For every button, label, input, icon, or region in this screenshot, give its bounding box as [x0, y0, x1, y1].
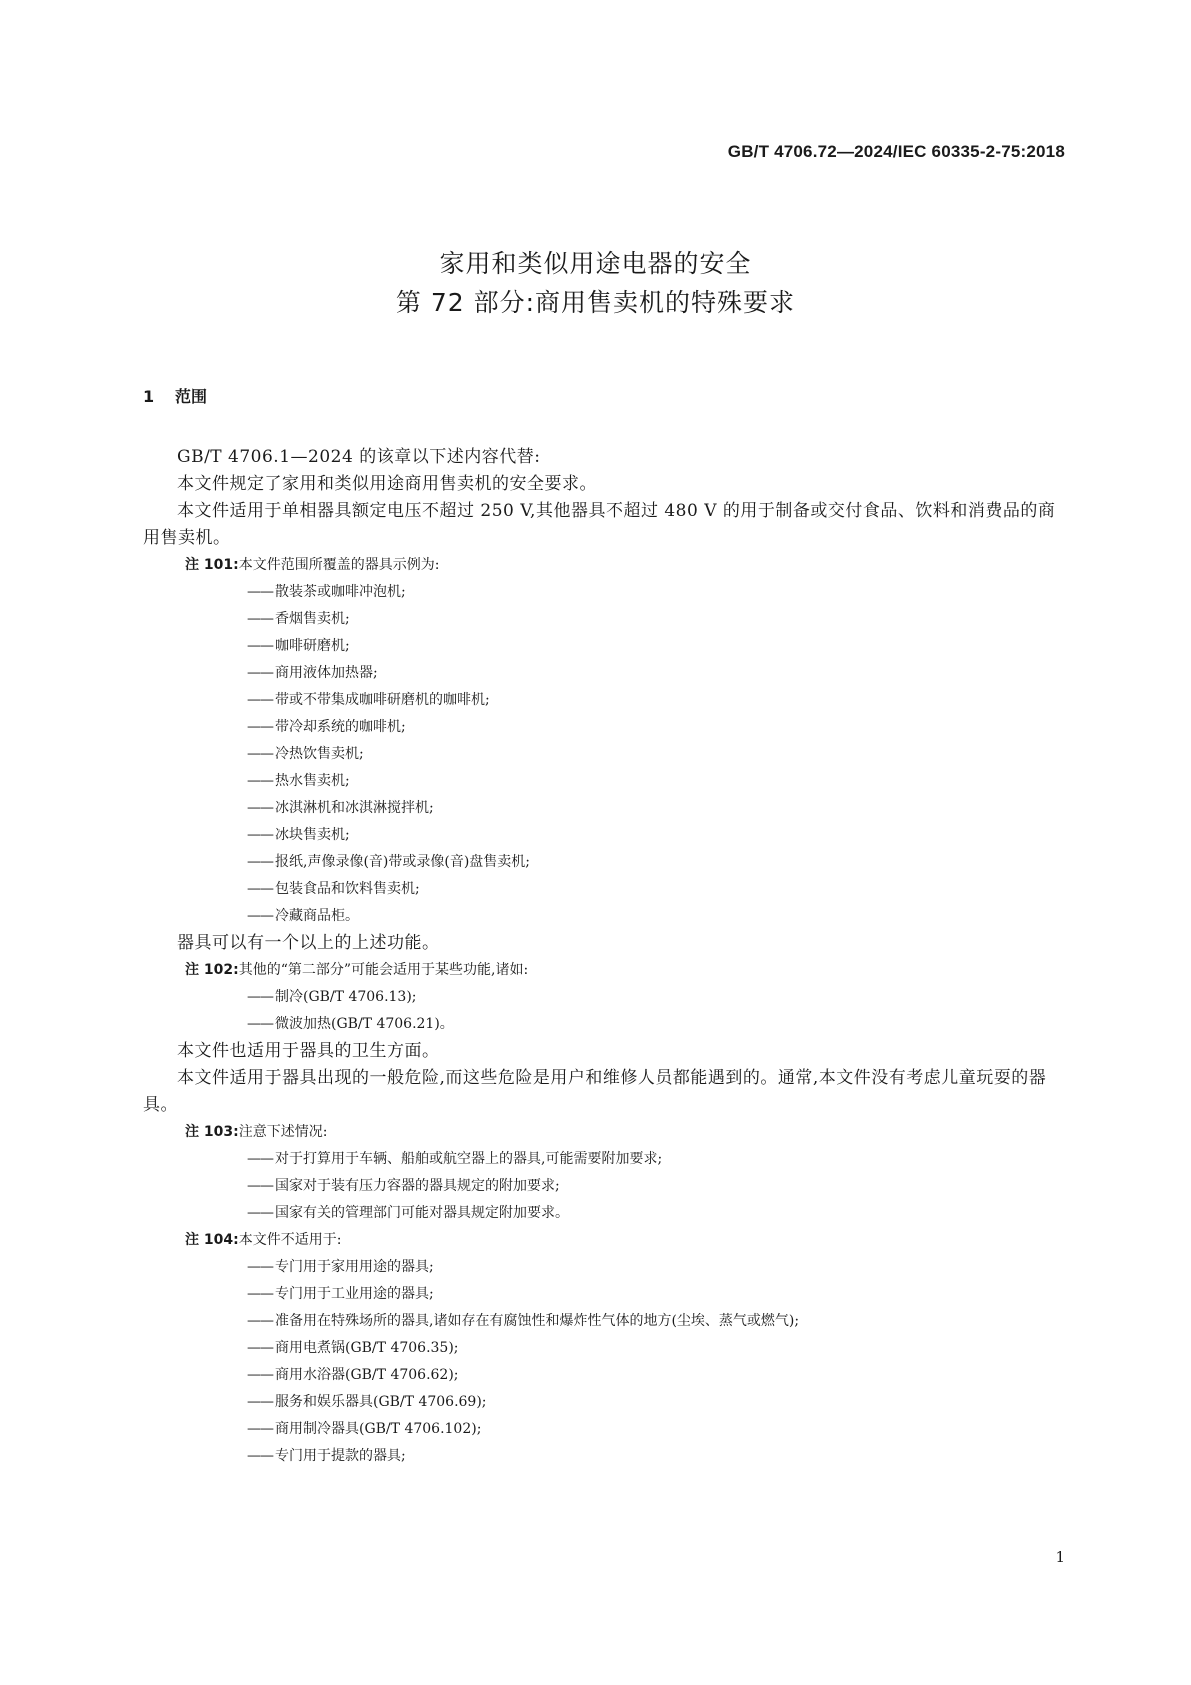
list-item: —— 冰块售卖机;	[247, 822, 1063, 849]
note-101	[143, 552, 1063, 579]
note-103	[143, 1119, 1063, 1146]
document-body	[143, 382, 1063, 1470]
list-item: —— 对于打算用于车辆、船舶或航空器上的器具,可能需要附加要求;	[247, 1146, 1063, 1173]
list-item: —— 热水售卖机;	[247, 768, 1063, 795]
list-item: —— 服务和娱乐器具(GB/T 4706.69);	[247, 1389, 1063, 1416]
list-item: —— 商用液体加热器;	[247, 660, 1063, 687]
list-item: —— 带或不带集成咖啡研磨机的咖啡机;	[247, 687, 1063, 714]
list-item: —— 准备用在特殊场所的器具,诸如存在有腐蚀性和爆炸性气体的地方(尘埃、蒸气或燃气);	[247, 1308, 1063, 1335]
list-item: —— 微波加热(GB/T 4706.21)。	[247, 1011, 1063, 1038]
title-line-2: 第 72 部分:商用售卖机的特殊要求	[395, 288, 796, 317]
note-103-list	[143, 1146, 1063, 1227]
section-heading	[143, 382, 1063, 412]
note-text: 其他的“第二部分”可能会适用于某些功能,诸如:	[238, 962, 529, 978]
list-item: —— 冷藏商品柜。	[247, 903, 1063, 930]
paragraph: 本文件适用于器具出现的一般危险,而这些危险是用户和维修人员都能遇到的。通常,本文件没有考虑儿童玩耍的器具。	[143, 1068, 1047, 1115]
standard-code: GB/T 4706.72—2024/IEC 60335-2-75:2018	[727, 142, 1065, 161]
paragraph: 器具可以有一个以上的上述功能。	[177, 933, 440, 953]
note-text: 本文件范围所覆盖的器具示例为:	[238, 557, 440, 573]
list-item: —— 带冷却系统的咖啡机;	[247, 714, 1063, 741]
note-text: 本文件不适用于:	[238, 1232, 342, 1248]
list-item: —— 报纸,声像录像(音)带或录像(音)盘售卖机;	[247, 849, 1063, 876]
list-item: —— 商用水浴器(GB/T 4706.62);	[247, 1362, 1063, 1389]
list-item: —— 专门用于工业用途的器具;	[247, 1281, 1063, 1308]
document-title	[0, 244, 1191, 322]
note-104	[143, 1227, 1063, 1254]
list-item: —— 专门用于家用用途的器具;	[247, 1254, 1063, 1281]
note-text: 注意下述情况:	[238, 1124, 328, 1140]
note-104-list	[143, 1254, 1063, 1470]
paragraph: GB/T 4706.1—2024 的该章以下述内容代替:	[177, 447, 541, 467]
list-item: —— 咖啡研磨机;	[247, 633, 1063, 660]
list-item: —— 散装茶或咖啡冲泡机;	[247, 579, 1063, 606]
note-label: 注 103:	[185, 1124, 239, 1140]
note-101-list	[143, 579, 1063, 930]
paragraph: 本文件规定了家用和类似用途商用售卖机的安全要求。	[177, 474, 597, 494]
title-line-1: 家用和类似用途电器的安全	[439, 249, 752, 278]
paragraph: 本文件也适用于器具的卫生方面。	[177, 1041, 440, 1061]
list-item: —— 国家有关的管理部门可能对器具规定附加要求。	[247, 1200, 1063, 1227]
list-item: —— 国家对于装有压力容器的器具规定的附加要求;	[247, 1173, 1063, 1200]
list-item: —— 香烟售卖机;	[247, 606, 1063, 633]
list-item: —— 冰淇淋机和冰淇淋搅拌机;	[247, 795, 1063, 822]
note-label: 注 104:	[185, 1232, 239, 1248]
note-label: 注 102:	[185, 962, 239, 978]
section-title: 范围	[175, 387, 208, 406]
page-number: 1	[1055, 1548, 1065, 1566]
list-item: —— 专门用于提款的器具;	[247, 1443, 1063, 1470]
note-102-list	[143, 984, 1063, 1038]
list-item: —— 包装食品和饮料售卖机;	[247, 876, 1063, 903]
list-item: —— 冷热饮售卖机;	[247, 741, 1063, 768]
section-number: 1	[143, 387, 155, 406]
note-102	[143, 957, 1063, 984]
list-item: —— 制冷(GB/T 4706.13);	[247, 984, 1063, 1011]
note-label: 注 101:	[185, 557, 239, 573]
list-item: —— 商用制冷器具(GB/T 4706.102);	[247, 1416, 1063, 1443]
list-item: —— 商用电煮锅(GB/T 4706.35);	[247, 1335, 1063, 1362]
paragraph: 本文件适用于单相器具额定电压不超过 250 V,其他器具不超过 480 V 的用于制备或交付食品、饮料和消费品的商用售卖机。	[143, 501, 1056, 548]
